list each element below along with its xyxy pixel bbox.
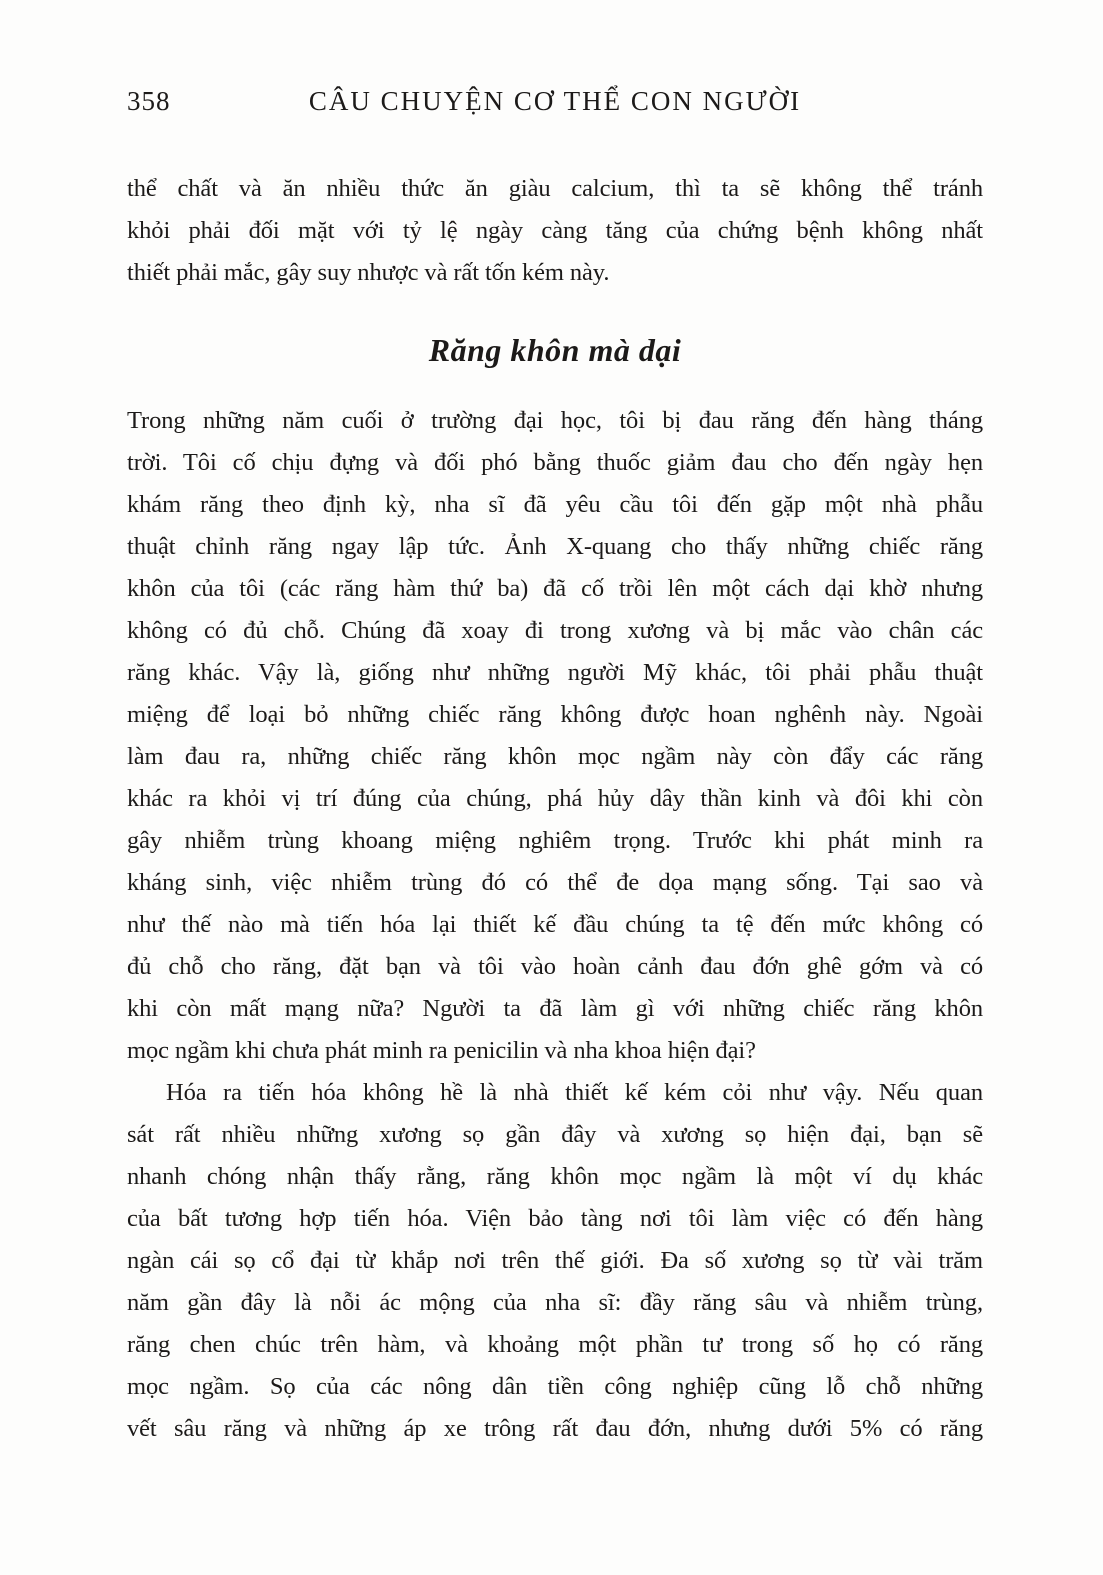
text-line: đủ chỗ cho răng, đặt bạn và tôi vào hoàn cảnh đau đớn ghê gớm và có bbox=[127, 953, 983, 980]
text-line: sát rất nhiều những xương sọ gần đây và xương sọ hiện đại, bạn sẽ bbox=[127, 1121, 983, 1148]
text-line: thể chất và ăn nhiều thức ăn giàu calcium, thì ta sẽ không thể tránh bbox=[127, 175, 983, 202]
text-line: ngàn cái sọ cổ đại từ khắp nơi trên thế giới. Đa số xương sọ từ vài trăm bbox=[127, 1247, 983, 1274]
body-paragraph bbox=[127, 1072, 983, 1450]
text-line: Trong những năm cuối ở trường đại học, tôi bị đau răng đến hàng tháng bbox=[127, 407, 983, 434]
text-line: thiết phải mắc, gây suy nhược và rất tốn kém này. bbox=[127, 259, 610, 286]
running-title: CÂU CHUYỆN CƠ THỂ CON NGƯỜI bbox=[308, 86, 802, 116]
text-line: răng chen chúc trên hàm, và khoảng một phần tư trong số họ có răng bbox=[127, 1331, 983, 1358]
text-line: làm đau ra, những chiếc răng khôn mọc ngầm này còn đẩy các răng bbox=[127, 743, 983, 770]
text-line: mọc ngầm. Sọ của các nông dân tiền công nghiệp cũng lỗ chỗ những bbox=[127, 1373, 983, 1400]
text-line: của bất tương hợp tiến hóa. Viện bảo tàng nơi tôi làm việc có đến hàng bbox=[127, 1205, 983, 1232]
page-number: 358 bbox=[127, 86, 171, 116]
text-line: miệng để loại bỏ những chiếc răng không được hoan nghênh này. Ngoài bbox=[127, 701, 983, 728]
text-line: khỏi phải đối mặt với tỷ lệ ngày càng tăng của chứng bệnh không nhất bbox=[127, 217, 983, 244]
text-line: như thế nào mà tiến hóa lại thiết kế đầu chúng ta tệ đến mức không có bbox=[127, 911, 983, 938]
text-line: gây nhiễm trùng khoang miệng nghiêm trọng. Trước khi phát minh ra bbox=[127, 827, 983, 854]
text-line: mọc ngầm khi chưa phát minh ra penicilin và nha khoa hiện đại? bbox=[127, 1037, 756, 1064]
section-heading: Răng khôn mà dại bbox=[428, 332, 682, 368]
text-line: khi còn mất mạng nữa? Người ta đã làm gì với những chiếc răng khôn bbox=[127, 995, 983, 1022]
page-header bbox=[127, 84, 983, 118]
text-line: Hóa ra tiến hóa không hề là nhà thiết kế kém cỏi như vậy. Nếu quan bbox=[166, 1079, 983, 1106]
text-line: khác ra khỏi vị trí đúng của chúng, phá hủy dây thần kinh và đôi khi còn bbox=[127, 785, 983, 812]
page-body bbox=[127, 168, 983, 1450]
body-paragraph bbox=[127, 168, 983, 294]
text-line: răng khác. Vậy là, giống như những người Mỹ khác, tôi phải phẫu thuật bbox=[127, 659, 983, 686]
text-line: nhanh chóng nhận thấy rằng, răng khôn mọc ngầm là một ví dụ khác bbox=[127, 1163, 983, 1190]
text-line: kháng sinh, việc nhiễm trùng đó có thể đe dọa mạng sống. Tại sao và bbox=[127, 869, 983, 896]
text-line: trời. Tôi cố chịu đựng và đối phó bằng thuốc giảm đau cho đến ngày hẹn bbox=[127, 449, 983, 476]
text-line: thuật chỉnh răng ngay lập tức. Ảnh X-quang cho thấy những chiếc răng bbox=[127, 533, 983, 560]
text-line: năm gần đây là nỗi ác mộng của nha sĩ: đầy răng sâu và nhiễm trùng, bbox=[127, 1289, 983, 1316]
text-line: khám răng theo định kỳ, nha sĩ đã yêu cầu tôi đến gặp một nhà phẫu bbox=[127, 491, 983, 518]
text-line: khôn của tôi (các răng hàm thứ ba) đã cố trồi lên một cách dại khờ nhưng bbox=[127, 575, 983, 602]
text-line: vết sâu răng và những áp xe trông rất đau đớn, nhưng dưới 5% có răng bbox=[127, 1415, 983, 1442]
text-line: không có đủ chỗ. Chúng đã xoay đi trong xương và bị mắc vào chân các bbox=[127, 617, 983, 644]
body-paragraph bbox=[127, 400, 983, 1072]
